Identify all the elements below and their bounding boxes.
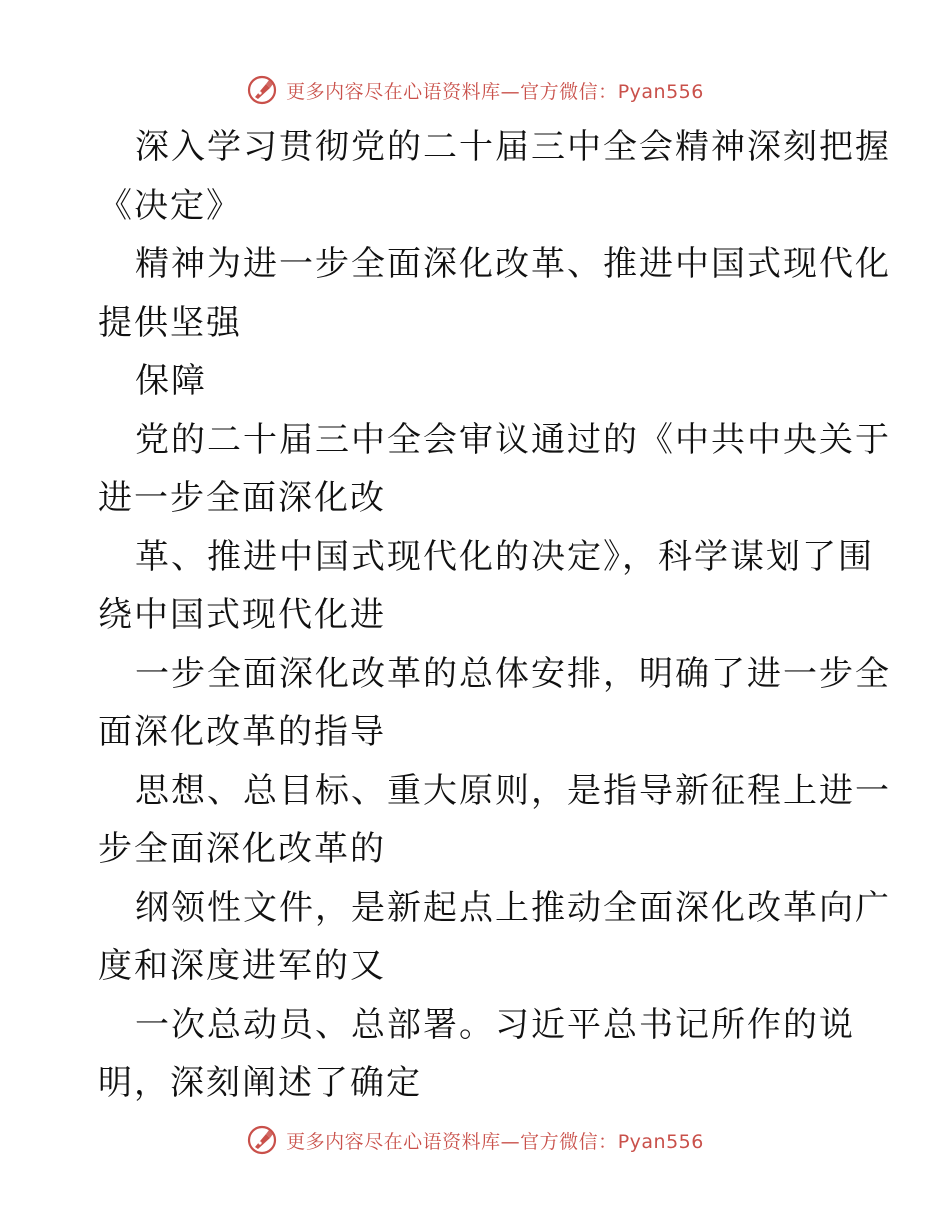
header-separator: —	[500, 80, 521, 103]
text-line: 一次总动员、总部署。习近平总书记所作的说	[135, 1004, 855, 1045]
text-line: 纲领性文件，是新起点上推动全面深化改革向广	[135, 887, 891, 928]
pen-nib-logo-icon	[246, 74, 278, 106]
header-wechat-label: 官方微信：	[520, 80, 618, 103]
header-site-text: 更多内容尽在心语资料库	[286, 80, 501, 103]
pen-nib-logo-icon	[246, 1124, 278, 1156]
text-line: 深入学习贯彻党的二十届三中全会精神深刻把握	[135, 127, 891, 167]
text-line: 一步全面深化改革的总体安排，明确了进一步全	[135, 653, 891, 694]
text-line: 绕中国式现代化进	[98, 595, 386, 635]
footer-wechat-label: 官方微信：	[520, 1130, 618, 1153]
text-line: 精神为进一步全面深化改革、推进中国式现代化	[135, 244, 891, 284]
header-banner-text	[286, 77, 704, 104]
header-banner[interactable]	[0, 70, 950, 110]
text-line: 提供坚强	[98, 302, 242, 343]
text-line: 革、推进中国式现代化的决定》，科学谋划了围	[135, 536, 874, 577]
text-line: 党的二十届三中全会审议通过的《中共中央关于	[135, 419, 891, 460]
text-line: 进一步全面深化改	[98, 478, 386, 518]
header-wechat-id: Pyan556	[617, 80, 704, 103]
text-line: 步全面深化改革的	[98, 829, 386, 869]
footer-banner[interactable]	[0, 1120, 950, 1160]
footer-site-text: 更多内容尽在心语资料库	[286, 1130, 501, 1153]
text-line: 明，深刻阐述了确定	[98, 1063, 422, 1103]
text-line: 面深化改革的指导	[98, 712, 386, 752]
text-line: 度和深度进军的又	[98, 946, 386, 986]
document-body	[98, 118, 891, 1113]
text-line: 保障	[135, 361, 207, 401]
footer-banner-text	[286, 1127, 704, 1154]
footer-separator: —	[500, 1130, 521, 1153]
text-line: 《决定》	[98, 185, 242, 226]
footer-wechat-id: Pyan556	[617, 1130, 704, 1153]
text-line: 思想、总目标、重大原则，是指导新征程上进一	[135, 770, 891, 811]
